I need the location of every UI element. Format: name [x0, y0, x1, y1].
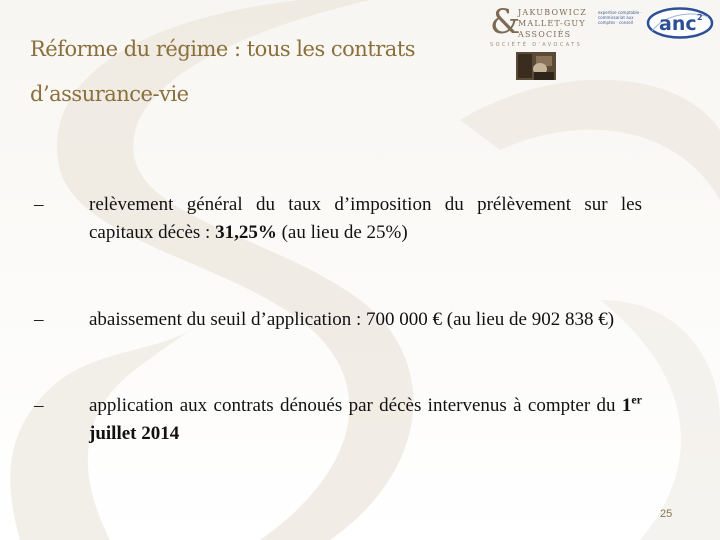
photo-thumbnail-icon [516, 52, 556, 80]
bullet-text [34, 306, 642, 334]
bullet-text [34, 191, 642, 247]
bullet-text [34, 392, 642, 448]
bullet-1-text-b: (au lieu de 25%) [276, 222, 408, 243]
bullet-1-rate: 31,25% [215, 222, 277, 243]
jmg-logo [490, 2, 595, 48]
jmg-name-line-1: JAKUBOWICZ [518, 8, 588, 17]
slide-title-line-1: Réforme du régime : tous les contrats [30, 37, 416, 61]
bullet-dash: – [34, 309, 44, 330]
anc-name-text: anc [659, 13, 697, 35]
bullet-1-text-a: relèvement général du taux d’imposition du prélèvement sur les capitaux décès : [89, 194, 642, 243]
jmg-name-line-3: ASSOCIÉS [518, 30, 572, 39]
page-number: 25 [660, 508, 673, 520]
anc-tagline: expertise comptable · commissariat aux comptes · conseil [598, 10, 642, 25]
jmg-name-line-2: MALLET-GUY [518, 19, 586, 28]
bullet-3-date-ordinal: er [631, 392, 642, 407]
bullet-dash: – [34, 395, 44, 416]
bullet-3-date-rest: juillet 2014 [89, 423, 180, 444]
bullet-item-1 [34, 191, 642, 247]
bullet-3-text-a: application aux contrats dénoués par décès intervenus à compter du [89, 395, 622, 416]
bullet-3-date-day: 1 [621, 395, 632, 416]
bullet-item-2 [34, 306, 642, 334]
bullet-2-text: abaissement du seuil d’application : 700 000 € (au lieu de 902 838 €) [89, 309, 615, 330]
bullet-item-3 [34, 392, 642, 448]
anc-badge-icon [646, 7, 714, 39]
ampersand-logo-icon: & [490, 2, 521, 42]
bullet-dash: – [34, 194, 44, 215]
jmg-subline: SOCIÉTÉ D'AVOCATS [490, 42, 583, 48]
slide-title-line-2: d’assurance-vie [30, 82, 189, 106]
anc-superscript-text: 2 [697, 13, 703, 22]
anc-logo [598, 6, 716, 40]
